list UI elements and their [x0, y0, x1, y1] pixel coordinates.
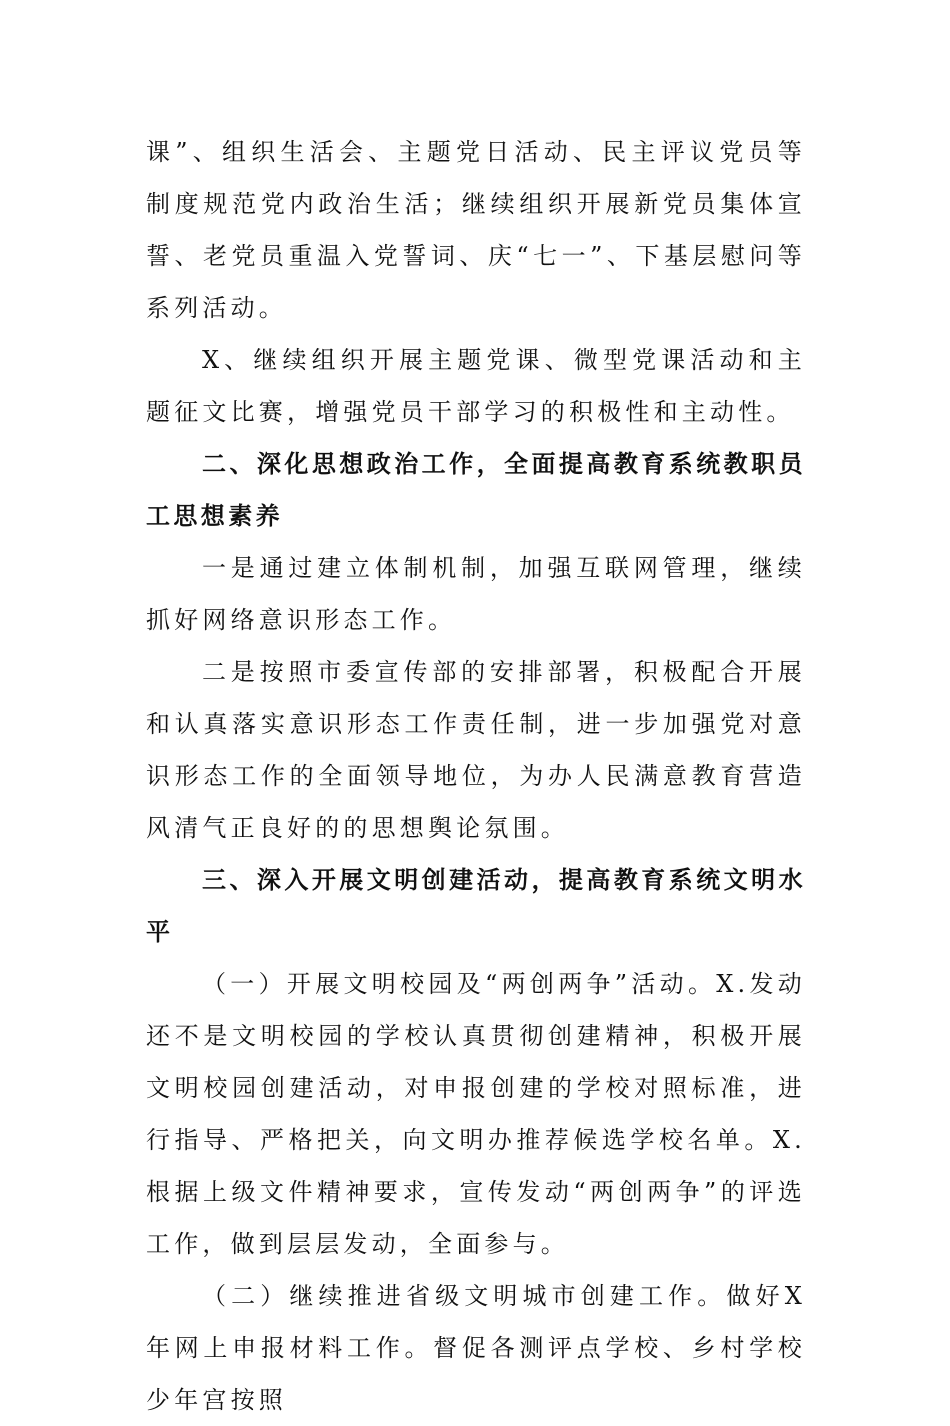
paragraph-subsection-1: （一）开展文明校园及“两创两争”活动。X.发动还不是文明校园的学校认真贯彻创建精神，积极开展文明校园创建活动，对申报创建的学校对照标准，进行指导、严格把关，向文明办推荐候选学校名单。X.根据上级文件精神要求，宣传发动“两创两争”的评选工作，做到层层发动，全面参与。 — [146, 970, 806, 1258]
section-heading-3: 三、深入开展文明创建活动，提高教育系统文明水平 — [146, 866, 806, 946]
paragraph-subsection-2: （二）继续推进省级文明城市创建工作。做好X年网上申报材料工作。督促各测评点学校、乡村学校少年宫按照 — [146, 1282, 806, 1414]
section-heading-2: 二、深化思想政治工作，全面提高教育系统教职员工思想素养 — [146, 450, 806, 530]
paragraph-continuation: 课”、组织生活会、主题党日活动、民主评议党员等制度规范党内政治生活；继续组织开展新党员集体宣誓、老党员重温入党誓词、庆“七一”、下基层慰问等系列活动。 — [146, 138, 806, 322]
paragraph-item-2: 二是按照市委宣传部的安排部署，积极配合开展和认真落实意识形态工作责任制，进一步加强党对意识形态工作的全面领导地位，为办人民满意教育营造风清气正良好的的思想舆论氛围。 — [146, 658, 806, 842]
paragraph-party-lecture: X、继续组织开展主题党课、微型党课活动和主题征文比赛，增强党员干部学习的积极性和主动性。 — [146, 346, 806, 426]
paragraph-item-1: 一是通过建立体制机制，加强互联网管理，继续抓好网络意识形态工作。 — [146, 554, 806, 634]
document-page — [146, 126, 806, 1426]
